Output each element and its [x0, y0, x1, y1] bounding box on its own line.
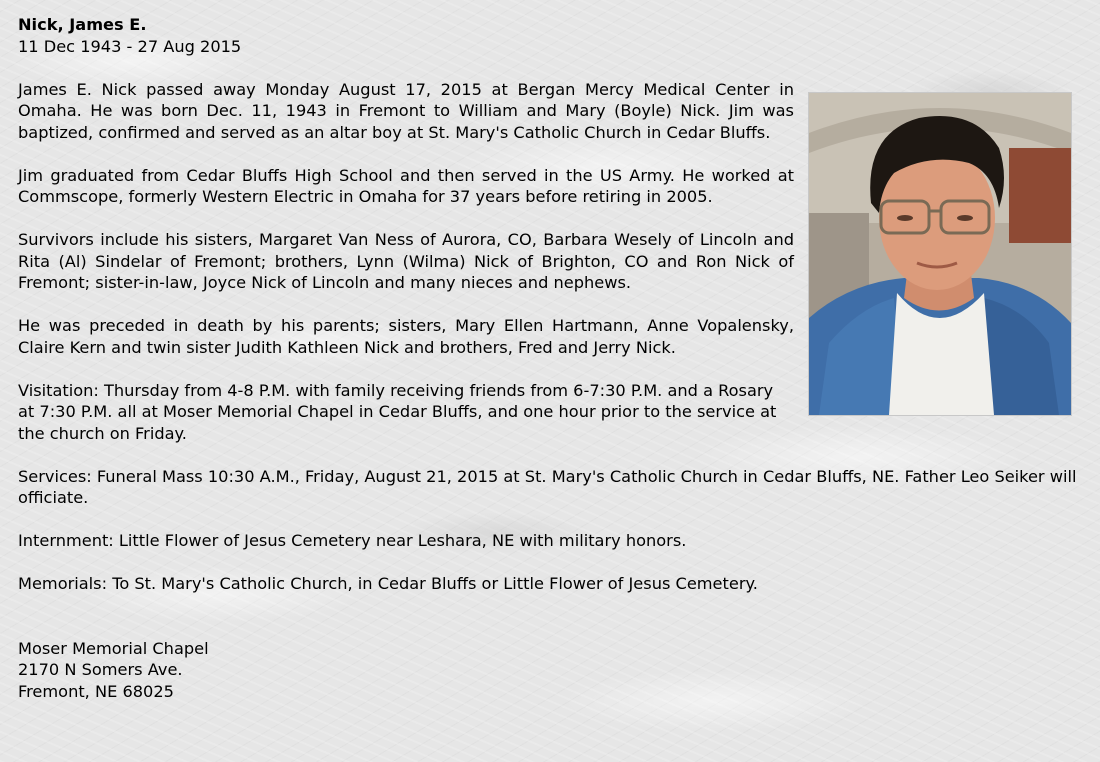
obituary-paragraph-survivors: Survivors include his sisters, Margaret Van Ness of Aurora, CO, Barbara Wesely of Lincoln and Rita (Al) Sindelar of Fremont; brothers, Lynn (Wilma) Nick of Brighton, CO and Ron Nick of Fremont; sister-in-law, Joyce Nick of Lincoln and many nieces and nephews.: [18, 230, 794, 292]
obituary-paragraph-death: James E. Nick passed away Monday August 17, 2015 at Bergan Mercy Medical Center in Omaha. He was born Dec. 11, 1943 in Fremont to William and Mary (Boyle) Nick. Jim was baptized, confirmed and served as an altar boy at St. Mary's Catholic Church in Cedar Bluffs.: [18, 79, 794, 142]
funeral-home-name: Moser Memorial Chapel: [18, 638, 209, 658]
obituary-paragraph-internment: Internment: Little Flower of Jesus Cemetery near Leshara, NE with military honors.: [18, 531, 687, 550]
funeral-home-street: 2170 N Somers Ave.: [18, 660, 183, 679]
obituary-paragraph-career: Jim graduated from Cedar Bluffs High School and then served in the US Army. He worked at Commscope, formerly Western Electric in Omaha for 37 years before retiring in 2005.: [18, 165, 794, 206]
obituary-name: Nick, James E.: [18, 15, 147, 34]
obituary-paragraph-visitation: Visitation: Thursday from 4-8 P.M. with family receiving friends from 6-7:30 P.M. and a Rosary at 7:30 P.M. all at Moser Memorial Chapel in Cedar Bluffs, and one hour prior to the service at the church on Friday.: [18, 380, 777, 443]
obituary-paragraph-preceded: He was preceded in death by his parents; sisters, Mary Ellen Hartmann, Anne Vopalensky, Claire Kern and twin sister Judith Kathleen Nick and brothers, Fred and Jerry Nick.: [18, 316, 794, 357]
portrait-photo: [808, 92, 1072, 416]
obituary-paragraph-services: Services: Funeral Mass 10:30 A.M., Friday, August 21, 2015 at St. Mary's Catholic Church in Cedar Bluffs, NE. Father Leo Seiker will officiate.: [18, 466, 1077, 507]
obituary: [18, 14, 1088, 702]
funeral-home-city: Fremont, NE 68025: [18, 681, 174, 701]
obituary-dates: 11 Dec 1943 - 27 Aug 2015: [18, 36, 242, 56]
funeral-home-address: [18, 638, 1088, 703]
obituary-paragraph-memorials: Memorials: To St. Mary's Catholic Church, in Cedar Bluffs or Little Flower of Jesus Cemetery.: [18, 574, 758, 593]
